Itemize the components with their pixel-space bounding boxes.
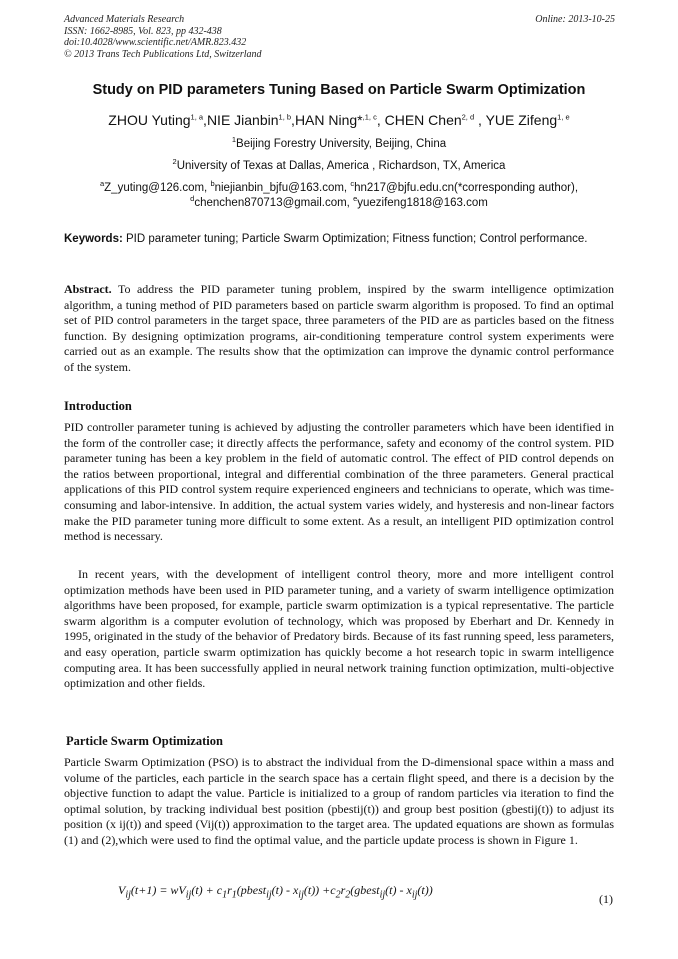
introduction-heading: Introduction [64,399,132,413]
abstract-text: To address the PID parameter tuning problem, inspired by the swarm intelligence optimization algorithm, a tuning method of PID parameters based on particle swarm algorithm is proposed. To find an optimal set of PID control parameters in the target space, three parameters of the PID are as particles based on the fitness function. By designing optimization programs, air-conditioning temperature control system experiments were carried out as an example. The results show that the optimization can improve the dynamic control performance of the system. [64,282,614,374]
email-link[interactable]: hn217@bjfu.edu.cn(*corresponding author), [354,182,579,194]
email-sup: b [210,179,215,189]
email-sup: a [99,179,105,189]
author-list [30,112,648,128]
pso-paragraph-1: Particle Swarm Optimization (PSO) is to abstract the individual from the D-dimensional space within a mass and volume of the particles, each particle in the search space has a certain flight speed, and there is a decision by the objective function to adapt the value. Particle is initialized to a group of random particles via iteration to find the optimal solution, by tracking individual best position (pbestij(t)) and group best position (gbestij(t)) to adjust its position (x ij(t)) and speed (Vij(t)) approximation to the target area. The updated equations are shown as formulas (1) and (2),which were used to find the optimal value, and the particle update process is shown in Figure 1. [64,755,614,847]
author-name: ZHOU Yuting [108,112,191,128]
affiliation-2 [30,159,648,174]
equation-number: (1) [599,892,613,906]
journal-name: Advanced Materials Research [64,14,185,25]
aff-text: University of Texas at Dallas, America , Richardson, TX, America [176,160,506,172]
aff-text: Beijing Forestry University, Beijing, China [236,138,447,150]
aff-sup: 2 [172,157,177,167]
abstract [64,282,614,376]
keywords-text: PID parameter tuning; Particle Swarm Optimization; Fitness function; Control performance. [126,233,588,245]
equation-1: $V_{ij}(t+1) = wV_{ij}(t)$ + $c_1r_1(pbest_{ij}(t) - x_{ij}(t))$ $+c_2r_2(gbest_{ij}(t) - x_{ij}(t))$ [118,883,433,901]
keywords [64,232,614,247]
author-name: CHEN Chen [384,112,462,128]
journal-doi: doi:10.4028/www.scientific.net/AMR.823.432 [64,37,247,48]
email-link[interactable]: niejianbin_bjfu@163.com, [214,182,351,194]
keywords-label: Keywords: [64,233,123,245]
author-name: NIE Jianbin [206,112,279,128]
author-sep: , [376,112,385,128]
affiliation-1 [30,137,648,152]
author-sup: 1, e [557,112,570,122]
abstract-label: Abstract. [64,282,112,296]
online-date: Online: 2013-10-25 [535,14,615,25]
email-link[interactable]: yuezifeng1818@163.com [357,197,488,209]
author-sep: , [203,112,207,128]
introduction-paragraph-1: PID controller parameter tuning is achieved by adjusting the controller parameters which have been identified in the form of the controller case; it directly affects the performance, safety and economy of the control system. PID parameter tuning has been a key problem in the field of automatic control. The effect of PID control depends on the ratios between proportional, integral and differential combination of the three parameters. General practical applications of this PID control system require experienced engineers and technicians to operate, which was time-consuming and labor-intensive. In addition, the actual system varies widely, and hysteresis and non-linear factors make the PID parameter tuning more difficult to some extent. As a result, an intelligent PID optimization control method is necessary. [64,420,614,544]
author-sep: , [474,112,486,128]
journal-issn: ISSN: 1662-8985, Vol. 823, pp 432-438 [64,25,222,37]
author-sep: , [291,112,295,128]
author-name: HAN Ning* [294,112,363,128]
pso-heading: Particle Swarm Optimization [66,734,223,748]
author-sup: 1, a [190,112,204,122]
email-sup: c [350,179,355,189]
journal-header [64,14,262,60]
author-sup: 1, b [278,112,292,122]
aff-sup: 1 [231,135,237,145]
email-link[interactable]: Z_yuting@126.com, [104,182,211,194]
author-name: YUE Zifeng [485,112,558,128]
journal-copyright: © 2013 Trans Tech Publications Ltd, Switzerland [64,48,262,60]
introduction-paragraph-2: In recent years, with the development of intelligent control theory, more and more intelligent control optimization methods have been used in PID parameter tuning, and a variety of swarm intelligence optimization algorithms have been proposed, for example, particle swarm optimization is a typical representative. The particle swarm algorithm is a computer evolution of technology, which was proposed by Eberhart and Dr. Kennedy in 1995, originated in the study of the behavior of Predatory birds. Because of its fast running speed, less parameters, and easy operation, particle swarm optimization has quickly become a hot research topic in swarm intelligence computing area. It has been successfully applied in neural network training function optimization, multi-objective optimization and other fields. [64,567,614,691]
email-list [30,181,648,211]
author-sup: 2, d [461,112,475,122]
author-sup: ,1, c [362,112,377,122]
email-link[interactable]: chenchen870713@gmail.com, [194,197,354,209]
email-sup: e [353,194,358,204]
email-sup: d [190,194,195,204]
paper-title: Study on PID parameters Tuning Based on Particle Swarm Optimization [92,82,586,98]
